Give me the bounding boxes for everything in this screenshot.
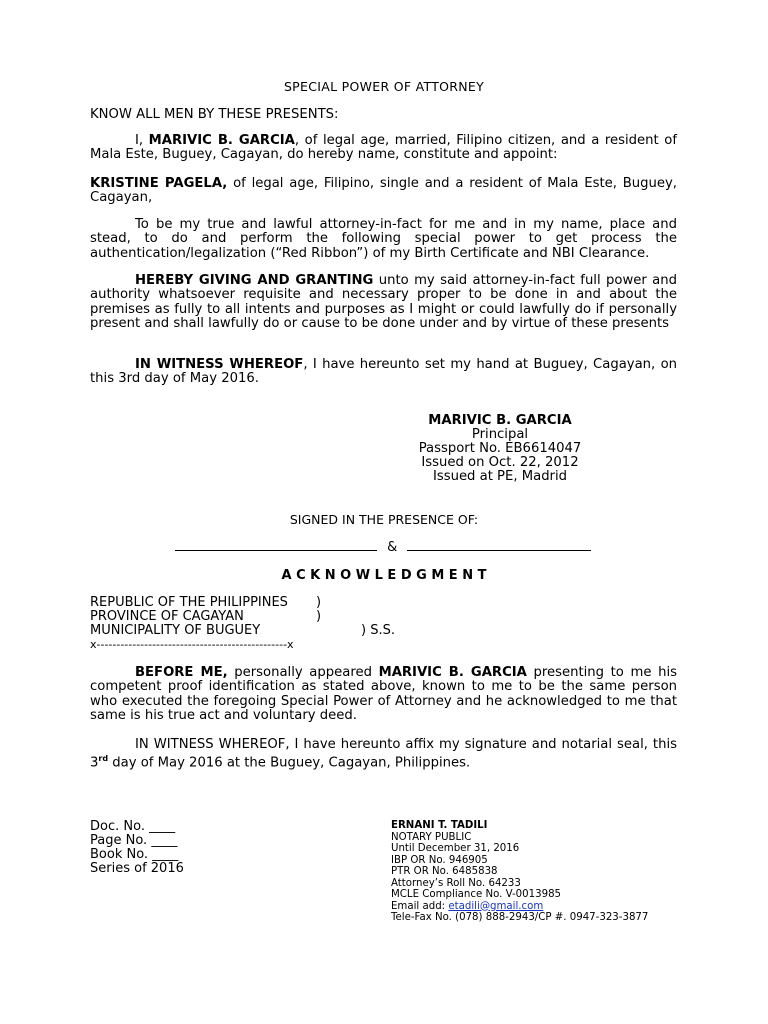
p6-t2: presenting to me his competent proof identification as stated above, known to me to be the same person who executed the foregoing Special Power of Attorney and he acknowledged to me that same is his true act and voluntary deed. (90, 665, 677, 723)
paragraph-notarial-seal (90, 738, 677, 771)
p4-text: unto my said attorney-in-fact full power and authority whatsoever requisite and necessary proper to be done in and about the premises as fully to all intents and purposes as I might or could lawfully do if personally present and shall lawfully do or cause to be done under and by virtue of these presents (90, 273, 677, 331)
p7-sup: rd (98, 754, 109, 764)
p6-bold2: MARIVIC B. GARCIA (378, 665, 527, 680)
venue-rule: x------------------------------------------------x (90, 638, 294, 651)
principal-issued-on: Issued on Oct. 22, 2012 (421, 455, 579, 470)
witness-ampersand: & (387, 540, 398, 555)
doc-no: Doc. No. ____ (90, 819, 176, 834)
venue-province: PROVINCE OF CAGAYAN (90, 609, 244, 624)
notary-email-label: Email add: (391, 900, 449, 912)
p6-t1: personally appeared (227, 665, 379, 680)
signed-presence-heading: SIGNED IN THE PRESENCE OF: (289, 512, 479, 527)
notary-until: Until December 31, 2016 (391, 843, 520, 854)
document-title: SPECIAL POWER OF ATTORNEY (283, 79, 485, 94)
paragraph-witness (90, 358, 677, 387)
p3-text: To be my true and lawful attorney-in-fact for me and in my name, place and stead, to do and perform the following special power to get process the authentication/legalization (“Red Ribbon”) of my Birth Certificate and NBI Clearance. (90, 217, 677, 261)
notary-name: ERNANI T. TADILI (391, 820, 488, 831)
p7-t2: day of May 2016 at the Buguey, Cagayan, Philippines. (108, 755, 471, 771)
venue-paren-2: ) (316, 609, 322, 624)
witness-line-1 (175, 540, 377, 551)
witness-line-2 (407, 540, 591, 551)
p1-name: MARIVIC B. GARCIA (148, 133, 295, 148)
principal-passport: Passport No. EB6614047 (418, 441, 582, 456)
paragraph-before-me (90, 666, 677, 723)
notary-mcle: MCLE Compliance No. V-0013985 (391, 889, 562, 900)
p1-pre: I, (135, 133, 149, 148)
p5-bold: IN WITNESS WHEREOF (135, 357, 304, 372)
venue-republic: REPUBLIC OF THE PHILIPPINES (90, 595, 288, 610)
paragraph-granting (90, 274, 677, 331)
notary-ptr: PTR OR No. 6485838 (391, 866, 498, 877)
p1-text: , of legal age, married, Filipino citizen, and a resident of Mala Este, Buguey, Cagayan, do hereby name, constitute and appoint: (90, 133, 677, 163)
witness-lines (175, 540, 595, 555)
notary-title: NOTARY PUBLIC (391, 831, 472, 843)
notary-block (391, 820, 691, 924)
principal-signature-block (400, 414, 600, 484)
principal-name: MARIVIC B. GARCIA (428, 413, 572, 428)
venue-ss: ) S.S. (361, 623, 395, 638)
notary-ibp: IBP OR No. 946905 (391, 854, 488, 866)
paragraph-attorney (90, 177, 677, 206)
paragraph-grantor (90, 134, 677, 163)
acknowledgment-title: A C K N O W L E D G M E N T (281, 568, 487, 583)
p2-name: KRISTINE PAGELA, (90, 176, 228, 191)
p7-t1: IN WITNESS WHEREOF, I have hereunto affix my signature and notarial seal, this 3 (90, 737, 677, 771)
venue-paren-1: ) (316, 595, 322, 610)
principal-role: Principal (471, 427, 529, 442)
page-no: Page No. ____ (90, 833, 178, 848)
venue-block (90, 596, 430, 652)
book-no: Book No. ____ (90, 847, 179, 862)
p4-bold: HEREBY GIVING AND GRANTING (135, 273, 374, 288)
notary-roll: Attorney’s Roll No. 64233 (391, 877, 521, 889)
p5-text: , I have hereunto set my hand at Buguey, Cagayan, on this 3rd day of May 2016. (90, 357, 677, 387)
venue-municipality: MUNICIPALITY OF BUGUEY (90, 623, 261, 638)
notary-fax: Tele-Fax No. (078) 888-2943/CP #. 0947-323-3877 (391, 912, 649, 923)
intro-line: KNOW ALL MEN BY THESE PRESENTS: (90, 107, 339, 122)
paragraph-purpose (90, 218, 677, 261)
p6-bold1: BEFORE ME, (135, 665, 228, 680)
doc-numbers-block (90, 820, 184, 876)
p2-text: of legal age, Filipino, single and a resident of Mala Este, Buguey, Cagayan, (90, 176, 677, 206)
series: Series of 2016 (90, 861, 184, 876)
principal-issued-at: Issued at PE, Madrid (432, 469, 568, 484)
notary-email-link[interactable]: etadili@gmail.com (448, 900, 544, 912)
